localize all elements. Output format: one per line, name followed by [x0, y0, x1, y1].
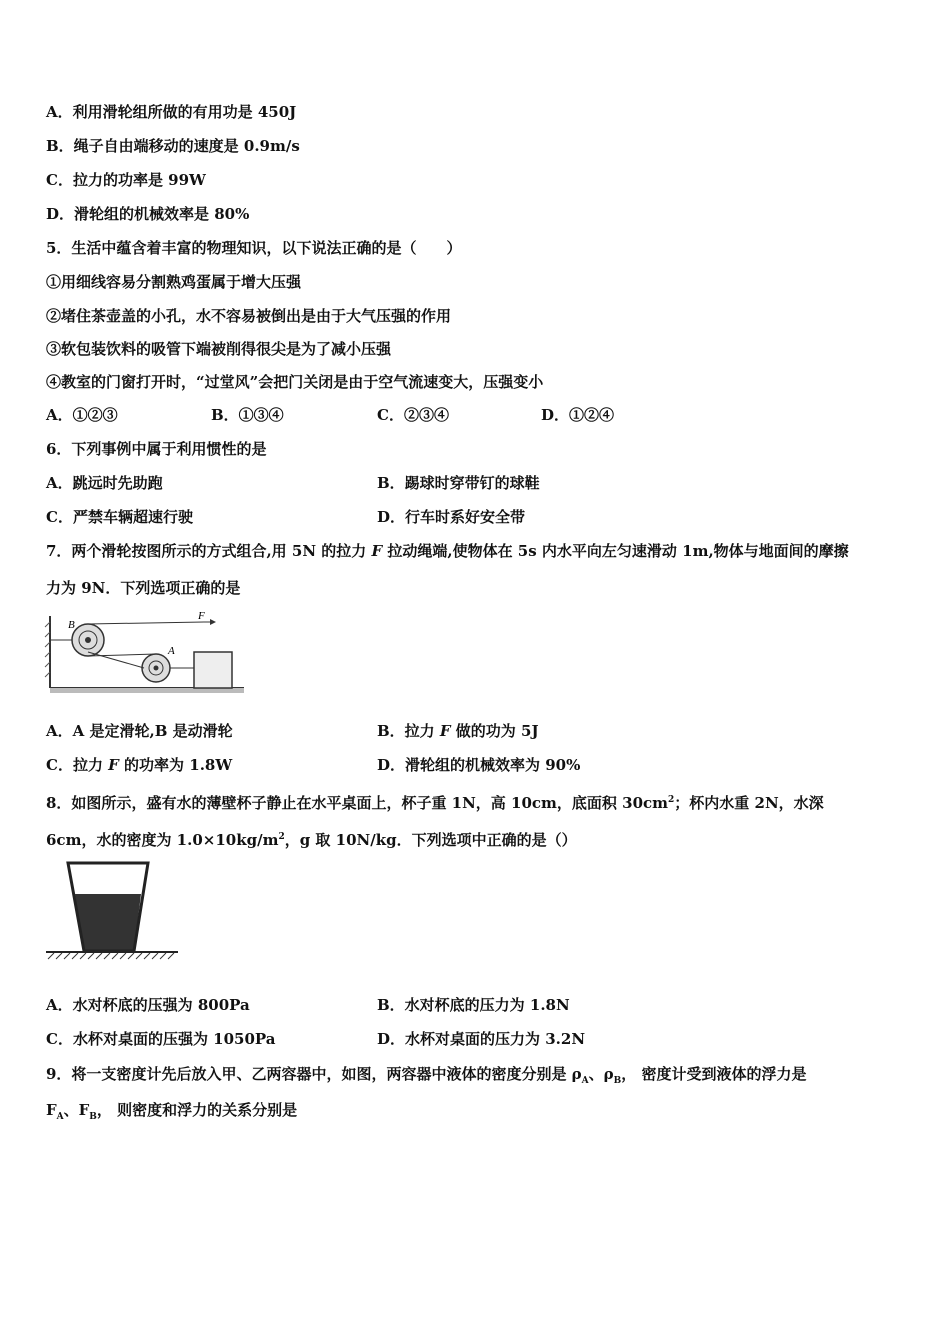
q4-option-b: B．绳子自由端移动的速度是 0.9m/s	[46, 137, 300, 155]
label-a: A	[168, 645, 175, 657]
force-arrow	[210, 619, 216, 625]
q9-stem-line2: $F_A$、$F_B$， 则密度和浮力的关系分别是	[46, 1101, 298, 1122]
q8-cup-diagram	[44, 858, 184, 968]
q7-option-d: D．滑轮组的机械效率为 90%	[377, 756, 581, 774]
q4-option-a: A．利用滑轮组所做的有用功是 450J	[46, 103, 297, 121]
q8-option-a: A．水对杯底的压强为 800Pa	[46, 996, 250, 1014]
q7-stem-line1: 7．两个滑轮按图所示的方式组合,用 5N 的拉力 F 拉动绳端,使物体在 5s 内水平向左匀速滑动 1m,物体与地面间的摩擦	[46, 542, 849, 560]
q8-stem-line2: 6cm，水的密度为 $1.0\times 10kg/m^2$，g 取 10N/kg．下列选项中正确的是（）	[46, 831, 577, 849]
q5-stem: 5．生活中蕴含着丰富的物理知识，以下说法正确的是（ ）	[46, 239, 462, 257]
label-b: B	[68, 619, 75, 631]
water	[75, 894, 141, 951]
q4-option-d: D．滑轮组的机械效率是 80%	[46, 205, 250, 223]
q5-statement-1: ①用细线容易分割熟鸡蛋属于增大压强	[46, 273, 302, 291]
rope-top	[88, 622, 204, 624]
q5-statement-4: ④教室的门窗打开时，“过堂风”会把门关闭是由于空气流速变大，压强变小	[46, 373, 544, 391]
q7-stem-line2: 力为 9N．下列选项正确的是	[46, 579, 241, 597]
q5-statement-2: ②堵住茶壶盖的小孔，水不容易被倒出是由于大气压强的作用	[46, 307, 452, 325]
q7-option-b: B．拉力 F 做的功为 5J	[377, 722, 539, 740]
q9-stem-line1: 9．将一支密度计先后放入甲、乙两容器中，如图，两容器中液体的密度分别是 $\rho_A$、$\rho_B$， 密度计受到液体的浮力是	[46, 1065, 807, 1086]
block	[194, 652, 232, 688]
q7-pulley-diagram	[44, 612, 254, 696]
q6-option-c: C．严禁车辆超速行驶	[46, 508, 193, 526]
q8-stem-line1: 8．如图所示，盛有水的薄壁杯子静止在水平桌面上，杯子重 1N，高 10cm，底面积 $30cm^2$；杯内水重 2N，水深	[46, 794, 824, 812]
q8-option-d: D．水杯对桌面的压力为 3.2N	[377, 1030, 586, 1048]
q6-option-b: B．踢球时穿带钉的球鞋	[377, 474, 540, 492]
q6-option-d: D．行车时系好安全带	[377, 508, 526, 526]
q4-option-c: C．拉力的功率是 99W	[46, 171, 206, 189]
q5-option-c: C．②③④	[377, 406, 449, 424]
q7-option-c: C．拉力 F 的功率为 1.8W	[46, 756, 233, 774]
q8-option-c: C．水杯对桌面的压强为 1050Pa	[46, 1030, 276, 1048]
q5-statement-3: ③软包装饮料的吸管下端被削得很尖是为了减小压强	[46, 340, 392, 358]
q5-option-a: A．①②③	[46, 406, 118, 424]
q8-option-b: B．水对杯底的压力为 1.8N	[377, 996, 570, 1014]
q7-option-a: A．A 是定滑轮,B 是动滑轮	[46, 722, 233, 740]
q6-stem: 6．下列事例中属于利用惯性的是	[46, 440, 267, 458]
label-f: F	[198, 612, 205, 622]
q5-option-b: B．①③④	[211, 406, 284, 424]
q6-option-a: A．跳远时先助跑	[46, 474, 163, 492]
q5-option-d: D．①②④	[541, 406, 615, 424]
